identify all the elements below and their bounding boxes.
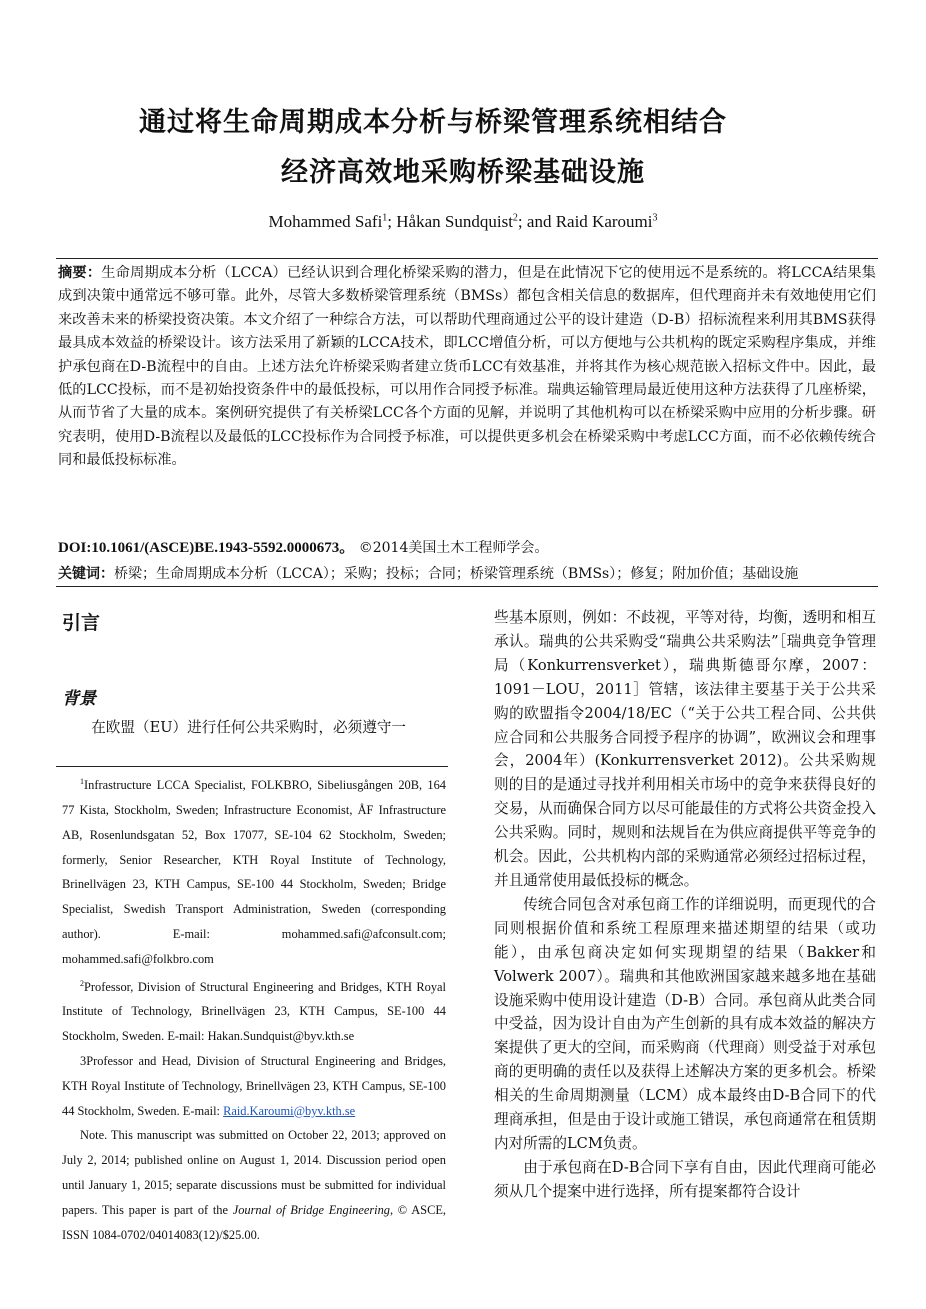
footnote-2: $^2$Professor, Division of Structural Engineering and Bridges, KTH Royal Institute of Technology, Brinellvägen 23, KTH Campus, SE-100 44 Stockholm, Sweden. E-mail: Hakan.Sundquist@byv.kth.se xyxy=(62,978,446,1044)
footnote-1: $^1$Infrastructure LCCA Specialist, FOLKBRO, Sibeliusgången 20B, 164 77 Kista, Stockholm, Sweden; Infrastructure Economist, ÅF Infrastructure AB, Rosenlundsgatan 52, Box 17077, SE-104 62 Stockholm, Sweden; formerly, Senior Researcher, KTH Royal Institute of Technology, Brinellvägen 23, KTH Campus, SE-100 44 Stockholm, Sweden; Bridge Specialist, Swedish Transport Administration, Sweden (corresponding author). E-mail: mohammed.safi@afconsult.com; mohammed.safi@folkbro.com xyxy=(62,777,446,966)
author-separator: ; xyxy=(387,212,397,231)
affiliation-mark: 3 xyxy=(652,212,658,224)
body-paragraph: 传统合同包含对承包商工作的详细说明，而更现代的合同则根据价值和系统工程原理来描述期望的结果（或功能），由承包商决定如何实现期望的结果（Bakker和Volwerk 2007）。瑞典和其他欧洲国家越来越多地在基础设施采购中使用设计建造（D-B）合同。承包商从此类合同中受益，因为设计自由为产生创新的具有成本效益的解决方案提供了更大的空间，而采购商（代理商）则受益于对承包商的更明确的责任以及获得上述解决方案的更多机会。桥梁相关的生命周期测量（LCM）成本最终由D-B合同下的代理商承担，但是由于设计或施工错误，承包商通常在租赁期内对所需的LCM负责。 xyxy=(494,895,876,1152)
affiliation-mark: 1 xyxy=(382,212,388,224)
keywords-line xyxy=(58,563,876,583)
footnotes xyxy=(62,770,446,1247)
body-paragraph: 在欧盟（EU）进行任何公共采购时，必须遵守一 xyxy=(91,719,407,736)
subsection-heading: 背景 xyxy=(62,689,96,709)
body-paragraph: 些基本原则，例如：不歧视，平等对待，均衡，透明和相互承认。瑞典的公共采购受“瑞典公共采购法”［瑞典竞争管理局（Konkurrensverket），瑞典斯德哥尔摩，2007：1091－LOU，2011］管辖，该法律主要基于关于公共采购的欧盟指令2004/18/EC（“关于公共工程合同、公共供应合同和公共服务合同授予程序的协调”，欧洲议会和理事会，2004年）(Konkurrensverket 2012)。公共采购规则的目的是通过寻找并利用相关市场中的竞争来获得良好的交易，从而确保合同方以尽可能最佳的方式将公共资金投入公共采购。同时，规则和法规旨在为供应商提供平等竞争的机会。因此，公共机构内部的采购通常必须经过招标过程，并且通常使用最低投标的概念。 xyxy=(494,609,876,889)
paper-title-line-2: 经济高效地采购桥梁基础设施 xyxy=(281,157,645,188)
affiliation-mark: 2 xyxy=(512,212,518,224)
author-separator: ; and xyxy=(517,212,556,231)
footnote-rule xyxy=(56,766,448,767)
author-name: Mohammed Safi xyxy=(268,212,383,231)
doi-line xyxy=(58,536,548,557)
footnote-3: 3Professor and Head, Division of Structural Engineering and Bridges, KTH Royal Institute of Technology, Brinellvägen 23, KTH Campus, SE-100 44 Stockholm, Sweden. E-mail: Raid.Karoumi@byv.kth.se xyxy=(62,1054,446,1118)
abstract-text: 生命周期成本分析（LCCA）已经认识到合理化桥梁采购的潜力，但是在此情况下它的使用远不是系统的。将LCCA结果集成到决策中通常远不够可靠。此外，尽管大多数桥梁管理系统（BMSs）都包含相关信息的数据库，但代理商并未有效地使用它们来改善未来的桥梁投资决策。本文介绍了一种综合方法，可以帮助代理商通过公平的设计建造（D-B）招标流程来利用其BMS获得最具成本效益的桥梁设计。该方法采用了新颖的LCCA技术，即LCC增值分析，可以方便地与公共机构的既定采购程序集成，并维护承包商在D-B流程中的自由。上述方法允许桥梁采购者建立货币LCC有效基准，并将其作为核心规范嵌入招标文件中。因此，最低的LCC投标，而不是初始投资条件中的最低投标，可以用作合同授予标准。瑞典运输管理局最近使用这种方法获得了几座桥梁，从而节省了大量的成本。案例研究提供了有关桥梁LCC各个方面的见解，并说明了其他机构可以在桥梁采购中应用的分析步骤。研究表明，使用D-B流程以及最低的LCC投标作为合同授予标准，可以提供更多机会在桥梁采购中考虑LCC方面，而不必依赖传统合同和最低投标标准。 xyxy=(58,265,876,469)
abstract-top-rule xyxy=(56,258,878,259)
keywords-label: 关键词： xyxy=(58,566,114,582)
email-link[interactable]: Raid.Karoumi@byv.kth.se xyxy=(223,1103,356,1118)
journal-name: Journal of Bridge Engineering xyxy=(232,1202,390,1217)
keywords-text: 桥梁；生命周期成本分析（LCCA）；采购；投标；合同；桥梁管理系统（BMSs）；修复；附加价值；基础设施 xyxy=(114,566,799,582)
abstract xyxy=(58,262,876,473)
section-heading: 引言 xyxy=(62,612,101,634)
author-name: Raid Karoumi xyxy=(555,212,653,231)
author-list xyxy=(0,212,926,232)
author-name: Håkan Sundquist xyxy=(396,212,513,231)
footnote-mark: 2 xyxy=(80,978,84,988)
footnote-mark: 1 xyxy=(80,777,84,786)
manuscript-note: Note. This manuscript was submitted on October 22, 2013; approved on July 2, 2014; published online on August 1, 2014. Discussion period open until January 1, 2015; separate discussions must be submitted for individual papers. This paper is part of the Journal of Bridge Engineering, © ASCE, ISSN 1084-0702/04014083(12)/$25.00. xyxy=(62,1128,446,1242)
copyright-notice: ©2014美国土木工程师学会。 xyxy=(358,540,549,556)
paper-title-line-1: 通过将生命周期成本分析与桥梁管理系统相结合 xyxy=(139,107,727,138)
abstract-label: 摘要： xyxy=(58,265,102,281)
doi: DOI:10.1061/(ASCE)BE.1943-5592.0000673。 xyxy=(58,540,355,556)
keywords-bottom-rule xyxy=(56,586,878,587)
body-paragraph: 由于承包商在D-B合同下享有自由，因此代理商可能必须从几个提案中进行选择，所有提案都符合设计 xyxy=(494,1158,876,1200)
right-column xyxy=(494,606,876,1204)
